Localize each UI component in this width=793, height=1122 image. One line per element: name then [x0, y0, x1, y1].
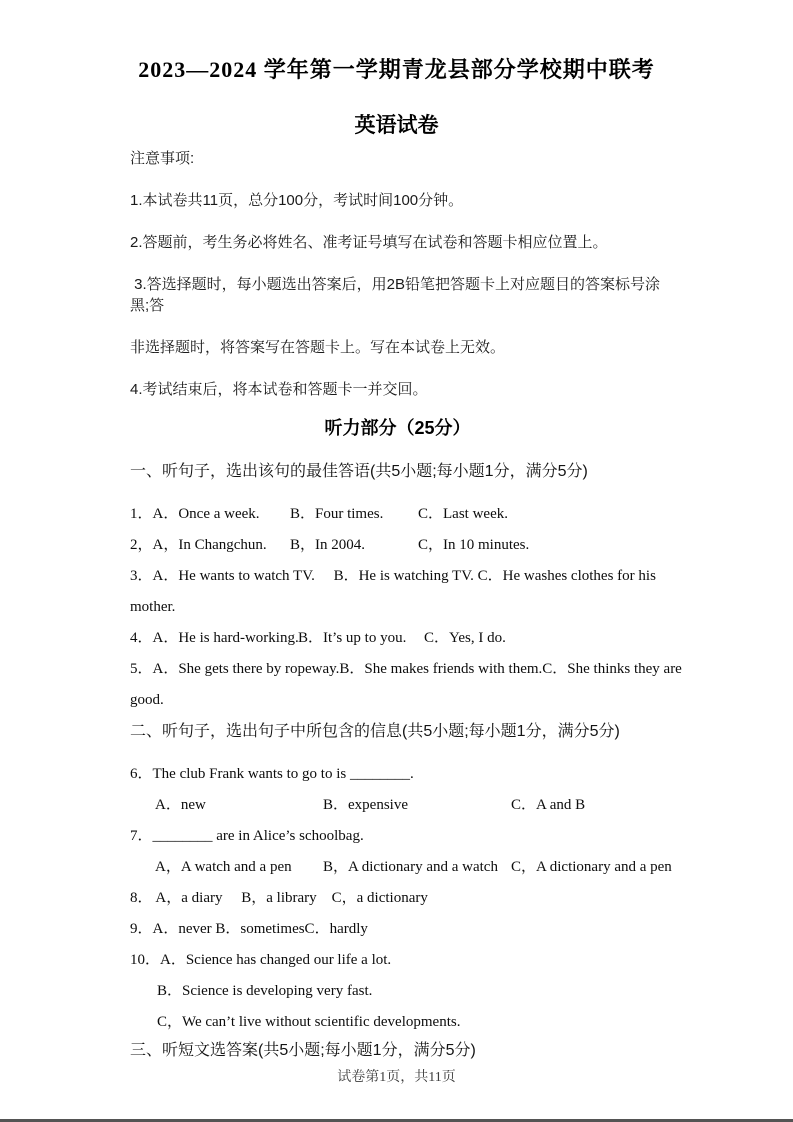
part3-heading: 三、听短文选答案(共5小题;每小题1分，满分5分) [130, 1042, 476, 1059]
paper-subtitle: 英语试卷 [354, 114, 439, 137]
question-7-option-c: C，A dictionary and a pen [511, 859, 672, 875]
question-4-option-a: 4．A．He is hard-working. [130, 630, 299, 646]
part1-heading: 一、听句子，选出该句的最佳答语(共5小题;每小题1分，满分5分) [130, 463, 588, 480]
question-5-line-1: 5．A．She gets there by ropeway.B．She makes friends with them.C．She thinks they are [130, 661, 682, 677]
question-6-options [130, 795, 665, 816]
page-title: 2023—2024 学年第一学期青龙县部分学校期中联考 [138, 57, 655, 82]
question-5-line-2: good. [130, 692, 164, 708]
question-7-option-b: B，A dictionary and a watch [323, 859, 498, 875]
notice-heading: 注意事项: [130, 150, 195, 167]
question-2-option-c: C，In 10 minutes. [418, 537, 530, 553]
listening-section-heading: 听力部分（25分） [324, 418, 471, 438]
question-10-option-c: C，We can’t live without scientific developments. [157, 1014, 461, 1030]
question-3-line-1: 3．A．He wants to watch TV. B．He is watching TV. C．He washes clothes for his [130, 568, 656, 584]
page-footer: 试卷第1页，共11页 [337, 1070, 456, 1085]
question-3-line-2: mother. [130, 599, 176, 615]
question-9: 9．A．never B．sometimesC．hardly [130, 921, 368, 937]
notice-item-3: 3.答选择题时，每小题选出答案后，用2B铅笔把答题卡上对应题目的答案标号涂黑;答 [130, 276, 661, 314]
question-7-option-a: A，A watch and a pen [155, 859, 292, 875]
question-2-option-b: B，In 2004. [290, 537, 366, 553]
question-6-option-b: B．expensive [323, 797, 408, 813]
question-8: 8． A，a diary B，a library C，a dictionary [130, 890, 428, 906]
question-4-option-c: C．Yes, I do. [424, 630, 506, 646]
question-4 [130, 628, 665, 649]
notice-item-1: 1.本试卷共11页，总分100分，考试时间100分钟。 [130, 192, 464, 209]
notice-item-3-cont: 非选择题时，将答案写在答题卡上。写在本试卷上无效。 [130, 339, 506, 356]
question-1-option-a: 1．A．Once a week. [130, 506, 260, 522]
question-7-options [130, 857, 672, 878]
question-4-option-b: B．It’s up to you. [298, 630, 407, 646]
question-1-option-c: C．Last week. [418, 506, 508, 522]
question-10-option-b: B．Science is developing very fast. [157, 983, 373, 999]
question-6-option-c: C．A and B [511, 797, 586, 813]
question-2-option-a: 2，A，In Changchun. [130, 537, 267, 553]
question-6-option-a: A．new [155, 797, 206, 813]
question-1 [130, 504, 665, 525]
question-1-option-b: B．Four times. [290, 506, 384, 522]
part2-heading: 二、听句子，选出句子中所包含的信息(共5小题;每小题1分，满分5分) [130, 723, 620, 740]
notice-item-4: 4.考试结束后，将本试卷和答题卡一并交回。 [130, 381, 428, 398]
notice-item-2: 2.答题前，考生务必将姓名、准考证号填写在试卷和答题卡相应位置上。 [130, 234, 608, 251]
question-7: 7．________ are in Alice’s schoolbag. [130, 828, 364, 844]
page-content [0, 148, 793, 1062]
question-10-option-a: 10．A．Science has changed our life a lot. [130, 952, 392, 968]
question-2 [130, 535, 665, 556]
question-6: 6．The club Frank wants to go to is ________. [130, 766, 414, 782]
